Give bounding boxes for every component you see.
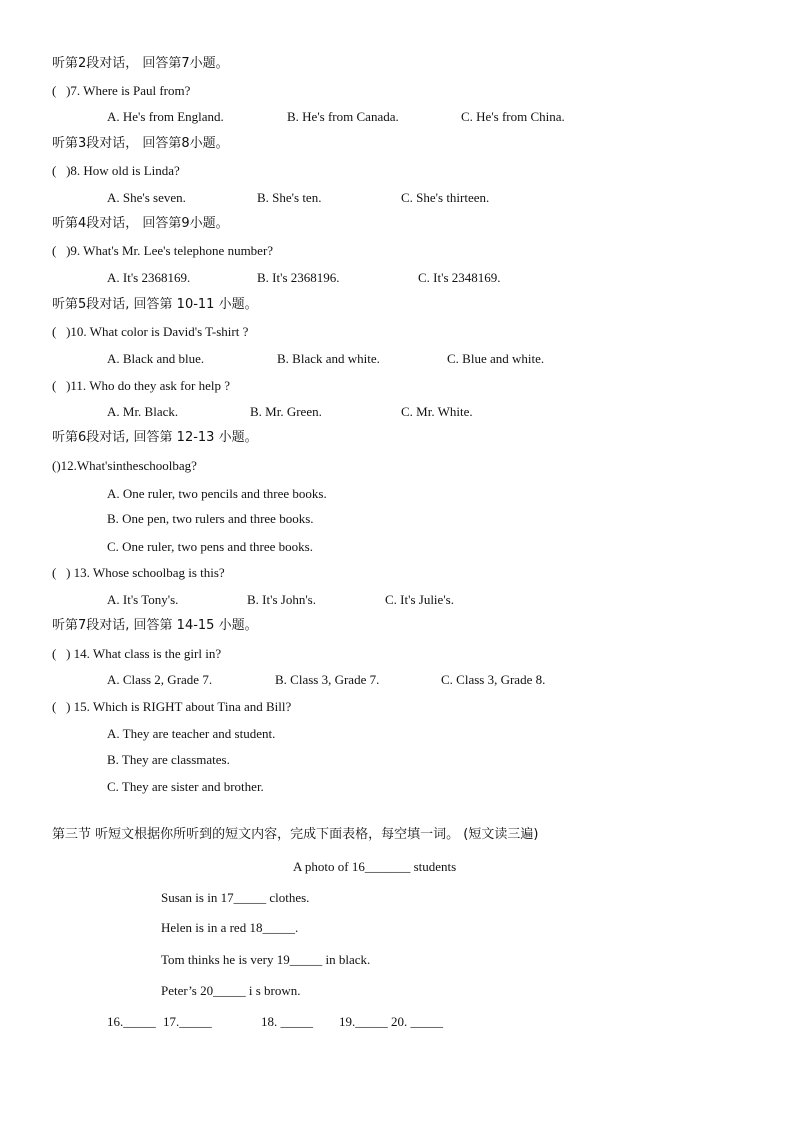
option-8b: B. She's ten. bbox=[257, 190, 322, 205]
blank-line-18: Helen is in a red 18_____. bbox=[161, 920, 299, 935]
option-14c: C. Class 3, Grade 8. bbox=[441, 672, 546, 687]
option-13c: C. It's Julie's. bbox=[385, 592, 454, 607]
option-12c: C. One ruler, two pens and three books. bbox=[107, 539, 313, 554]
option-7c: C. He's from China. bbox=[461, 109, 565, 124]
part-3-header: 第三节 听短文根据你所听到的短文内容，完成下面表格，每空填一词。 (短文读三遍) bbox=[52, 827, 539, 842]
option-10c: C. Blue and white. bbox=[447, 351, 545, 366]
option-7a: A. He's from England. bbox=[107, 109, 224, 124]
question-10: ( )10. What color is David's T-shirt ? bbox=[52, 324, 249, 339]
option-8a: A. She's seven. bbox=[107, 190, 186, 205]
question-13: ( ) 13. Whose schoolbag is this? bbox=[52, 565, 225, 580]
option-14a: A. Class 2, Grade 7. bbox=[107, 672, 213, 687]
option-13b: B. It's John's. bbox=[247, 592, 316, 607]
question-7: ( )7. Where is Paul from? bbox=[52, 83, 191, 98]
option-7b: B. He's from Canada. bbox=[287, 109, 399, 124]
answer-blank-20: 20. _____ bbox=[391, 1014, 443, 1029]
blank-line-19: Tom thinks he is very 19_____ in black. bbox=[161, 952, 371, 967]
option-14b: B. Class 3, Grade 7. bbox=[275, 672, 380, 687]
answer-blank-16: 16._____ bbox=[107, 1014, 156, 1029]
option-12b: B. One pen, two rulers and three books. bbox=[107, 511, 314, 526]
section-header-dialogue-7: 听第7段对话, 回答第 14-15 小题。 bbox=[52, 618, 258, 633]
answer-blank-17: 17._____ bbox=[163, 1014, 212, 1029]
section-header-dialogue-6: 听第6段对话, 回答第 12-13 小题。 bbox=[52, 430, 258, 445]
blank-line-20: Peter’s 20_____ i s brown. bbox=[161, 983, 301, 998]
question-8: ( )8. How old is Linda? bbox=[52, 163, 180, 178]
question-12: ()12.What'sintheschoolbag? bbox=[52, 458, 197, 473]
question-11: ( )11. Who do they ask for help ? bbox=[52, 378, 230, 393]
question-9: ( )9. What's Mr. Lee's telephone number? bbox=[52, 243, 274, 258]
option-8c: C. She's thirteen. bbox=[401, 190, 490, 205]
question-15: ( ) 15. Which is RIGHT about Tina and Bill? bbox=[52, 699, 292, 714]
option-12a: A. One ruler, two pencils and three books. bbox=[107, 486, 327, 501]
section-header-dialogue-2: 听第2段对话， 回答第7小题。 bbox=[52, 56, 229, 71]
section-header-dialogue-5: 听第5段对话, 回答第 10-11 小题。 bbox=[52, 297, 258, 312]
blank-line-17: Susan is in 17_____ clothes. bbox=[161, 890, 310, 905]
option-10b: B. Black and white. bbox=[277, 351, 380, 366]
section-header-dialogue-4: 听第4段对话， 回答第9小题。 bbox=[52, 216, 229, 231]
option-11b: B. Mr. Green. bbox=[250, 404, 322, 419]
option-15b: B. They are classmates. bbox=[107, 752, 230, 767]
question-14: ( ) 14. What class is the girl in? bbox=[52, 646, 222, 661]
option-11a: A. Mr. Black. bbox=[107, 404, 179, 419]
option-11c: C. Mr. White. bbox=[401, 404, 473, 419]
option-10a: A. Black and blue. bbox=[107, 351, 205, 366]
option-15c: C. They are sister and brother. bbox=[107, 779, 264, 794]
option-9a: A. It's 2368169. bbox=[107, 270, 191, 285]
section-header-dialogue-3: 听第3段对话， 回答第8小题。 bbox=[52, 136, 229, 151]
option-13a: A. It's Tony's. bbox=[107, 592, 179, 607]
answer-blank-18: 18. _____ bbox=[261, 1014, 313, 1029]
option-15a: A. They are teacher and student. bbox=[107, 726, 276, 741]
option-9c: C. It's 2348169. bbox=[418, 270, 501, 285]
answer-blank-19: 19._____ bbox=[339, 1014, 388, 1029]
passage-table-title: A photo of 16_______ students bbox=[293, 859, 457, 874]
option-9b: B. It's 2368196. bbox=[257, 270, 340, 285]
